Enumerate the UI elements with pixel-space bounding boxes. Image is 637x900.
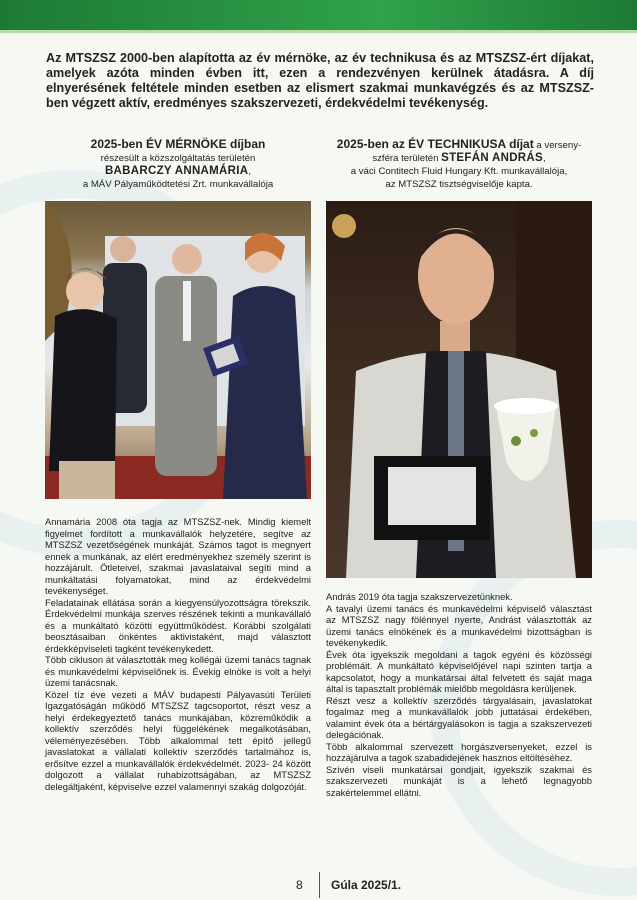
award-ceremony-illustration	[45, 201, 311, 499]
intro-paragraph: Az MTSZSZ 2000-ben alapította az év mérnöke, az év technikusa és az MTSZSZ-ért díjakat, amelyek azóta minden évben itt, ezen a rendezvényen kerülnek átadásra. A díj elnyerésének feltétele minden esetben az elismert szakmai munkavégzés és az MTSZSZ-ben végzett aktív, eredményes szakszervezeti, érdekvédelmi tevékenység.	[46, 51, 594, 110]
award-area: részesült a közszolgáltatás területén	[100, 153, 256, 164]
engineer-article-text	[45, 516, 311, 792]
technician-portrait-photo	[326, 201, 592, 578]
award-title-suffix: a verseny-	[533, 140, 582, 151]
awardee-employer: a MÁV Pályaműködtetési Zrt. munkavállalója	[82, 179, 274, 190]
portrait-illustration	[326, 201, 592, 578]
name-comma: ,	[543, 153, 546, 164]
header-bar	[0, 0, 637, 30]
page-number: 8	[296, 878, 303, 892]
article-paragraph: András 2019 óta tagja szakszervezetünknek.	[326, 591, 513, 602]
award-title: 2025-ben az ÉV TECHNIKUSA díjat	[336, 137, 534, 151]
article-paragraph: Több cikluson át választották meg kollégái üzemi tanács tagnak és munkavédelmi képviselőnek is. Évekig elnöke is volt a helyi üzemi tanácsnak.	[45, 654, 311, 688]
awardee-role: az MTSZSZ tisztségviselője kapta.	[385, 179, 533, 190]
technician-article-text	[326, 591, 592, 798]
awardee-name: STEFÁN ANDRÁS	[441, 152, 543, 164]
article-paragraph: Annamária 2008 óta tagja az MTSZSZ-nek. Mindig kiemelt figyelmet fordított a munkavállalók helyzetére, segítve az MTSZSZ vezetőségének munkáját. Számos tagot is megnyert ennek a munkának, az elért eredményekhez személy szerint is hozzájárult. Ötleteivel, szakmai javaslataival segíti mind a munkáltatási folyamatokat, mind az érdekvédelmi tevékenységet.	[45, 516, 311, 596]
article-paragraph: Évek óta igyekszik megoldani a tagok egyéni és közösségi problémáit. A munkáltató képviselőjével napi szinten tartja a kapcsolatot, hogy a munkatársai által felvetett és saját maga által is tapasztalt problémák mielőbb megoldásra kerüljenek.	[326, 648, 592, 694]
article-paragraph: Több alkalommal szervezett horgászversenyeket, ezzel is hozzájárulva a tagok szabadidejének hasznos eltöltéséhez.	[326, 740, 592, 763]
award-title: 2025-ben ÉV MÉRNÖKE díjban	[90, 137, 266, 151]
article-paragraph: Közel tíz éve vezeti a MÁV budapesti Pályavasúti Területi Igazgatóságán működő MTSZSZ tagcsoportot, részt vesz a helyi érdekegyeztető tanács munkájában, közreműködik a kollektív szerződés helyi függelékének megalkotásában, véleményezésében. Több alkalommal tett építő jellegű javaslatokat a vállalati kollektív szerződés tartalmához is, erősítve ezzel a munkavállalók érdekvédelmét. 2023- 24 között dolgozott a vállalat ruhabizottságában, az MTSZSZ delegáltjaként, képviselve ezzel valamennyi szakág dolgozóját.	[45, 688, 311, 792]
article-paragraph: A tavalyi üzemi tanács és munkavédelmi képviselő választást az MTSZSZ nagy fölénnyel nyerte, Andrást választották az üzemi tanács elnökének és a munkavédelmi bizottságban is tevékenykedik.	[326, 602, 592, 648]
award-heading-engineer	[45, 136, 311, 191]
awardee-employer: a váci Contitech Fluid Hungary Kft. munkavállalója,	[350, 166, 568, 177]
award-ceremony-photo	[45, 201, 311, 499]
article-paragraph: Feladatainak ellátása során a kiegyensúlyozottságra törekszik. Érdekvédelmi munkája szerves részének tekinti a munkavállaló és a munkáltató közötti együttműködést. Korábbi szolgálati beosztásaiban önkéntes aktivistaként, majd választott érdekképviseleti tagként tevékenykedett.	[45, 596, 311, 654]
footer-divider	[319, 872, 320, 898]
award-area: szféra területén	[372, 153, 442, 164]
article-paragraph: Részt vesz a kollektív szerződés tárgyalásain, javaslatokat fogalmaz meg a munkavállalók jobb juttatásai érdekében, valamint évek óta a bértárgyalásokon is tagja a szakszervezeti delegációnak.	[326, 694, 592, 740]
article-paragraph: Szívén viseli munkatársai gondjait, igyekszik szakmai és szakszervezeti munkáját is a lehető legnagyobb szakértelemmel ellátni.	[326, 763, 592, 798]
awardee-name: BABARCZY ANNAMÁRIA	[104, 165, 249, 177]
name-comma: ,	[248, 166, 252, 177]
page-footer	[0, 870, 637, 900]
award-heading-technician	[326, 136, 592, 191]
magazine-issue: Gúla 2025/1.	[331, 878, 402, 892]
